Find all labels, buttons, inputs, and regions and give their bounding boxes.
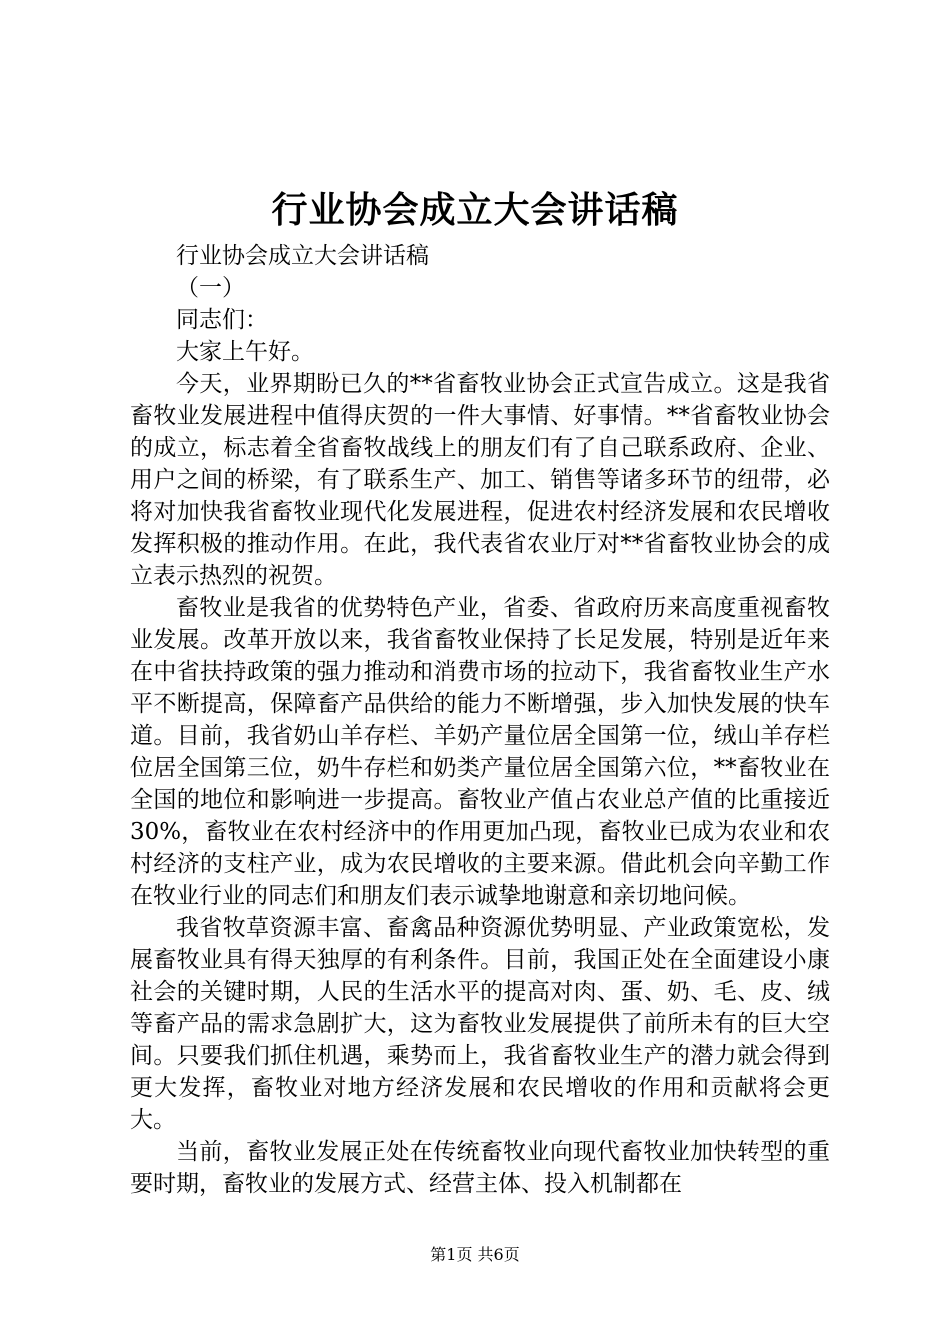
paragraph-salutation: 同志们： — [176, 307, 268, 333]
paragraph-body: 当前，畜牧业发展正处在传统畜牧业向现代畜牧业加快转型的重要时期，畜牧业的发展方式、经营主体、投入机制都在 — [130, 1139, 830, 1197]
document-body — [130, 240, 830, 1200]
paragraph-body: 今天，业界期盼已久的**省畜牧业协会正式宣告成立。这是我省畜牧业发展进程中值得庆贺的一件大事情、好事情。**省畜牧业协会的成立，标志着全省畜牧战线上的朋友们有了自己联系政府、企业、用户之间的桥梁，有了联系生产、加工、销售等诸多环节的纽带，必将对加快我省畜牧业现代化发展进程，促进农村经济发展和农民增收发挥积极的推动作用。在此，我代表省农业厅对**省畜牧业协会的成立表示热烈的祝贺。 — [130, 371, 830, 589]
paragraph-body: 我省牧草资源丰富、畜禽品种资源优势明显、产业政策宽松，发展畜牧业具有得天独厚的有利条件。目前，我国正处在全面建设小康社会的关键时期，人民的生活水平的提高对肉、蛋、奶、毛、皮、绒等畜产品的需求急剧扩大，这为畜牧业发展提供了前所未有的巨大空间。只要我们抓住机遇，乘势而上，我省畜牧业生产的潜力就会得到更大发挥，畜牧业对地方经济发展和农民增收的作用和贡献将会更大。 — [130, 915, 830, 1133]
document-title: 行业协会成立大会讲话稿 — [271, 189, 679, 231]
page-number-footer: 第1页 共6页 — [430, 1245, 520, 1264]
paragraph-greeting: 大家上午好。 — [176, 339, 314, 365]
paragraph-section-number: （一） — [176, 275, 245, 301]
paragraph-subtitle: 行业协会成立大会讲话稿 — [176, 243, 429, 269]
paragraph-body: 畜牧业是我省的优势特色产业，省委、省政府历来高度重视畜牧业发展。改革开放以来，我省畜牧业保持了长足发展，特别是近年来在中省扶持政策的强力推动和消费市场的拉动下，我省畜牧业生产水平不断提高，保障畜产品供给的能力不断增强，步入加快发展的快车道。目前，我省奶山羊存栏、羊奶产量位居全国第一位，绒山羊存栏位居全国第三位，奶牛存栏和奶类产量位居全国第六位，**畜牧业在全国的地位和影响进一步提高。畜牧业产值占农业总产值的比重接近30%，畜牧业在农村经济中的作用更加凸现，畜牧业已成为农业和农村经济的支柱产业，成为农民增收的主要来源。借此机会向辛勤工作在牧业行业的同志们和朋友们表示诚挚地谢意和亲切地问候。 — [130, 595, 830, 909]
